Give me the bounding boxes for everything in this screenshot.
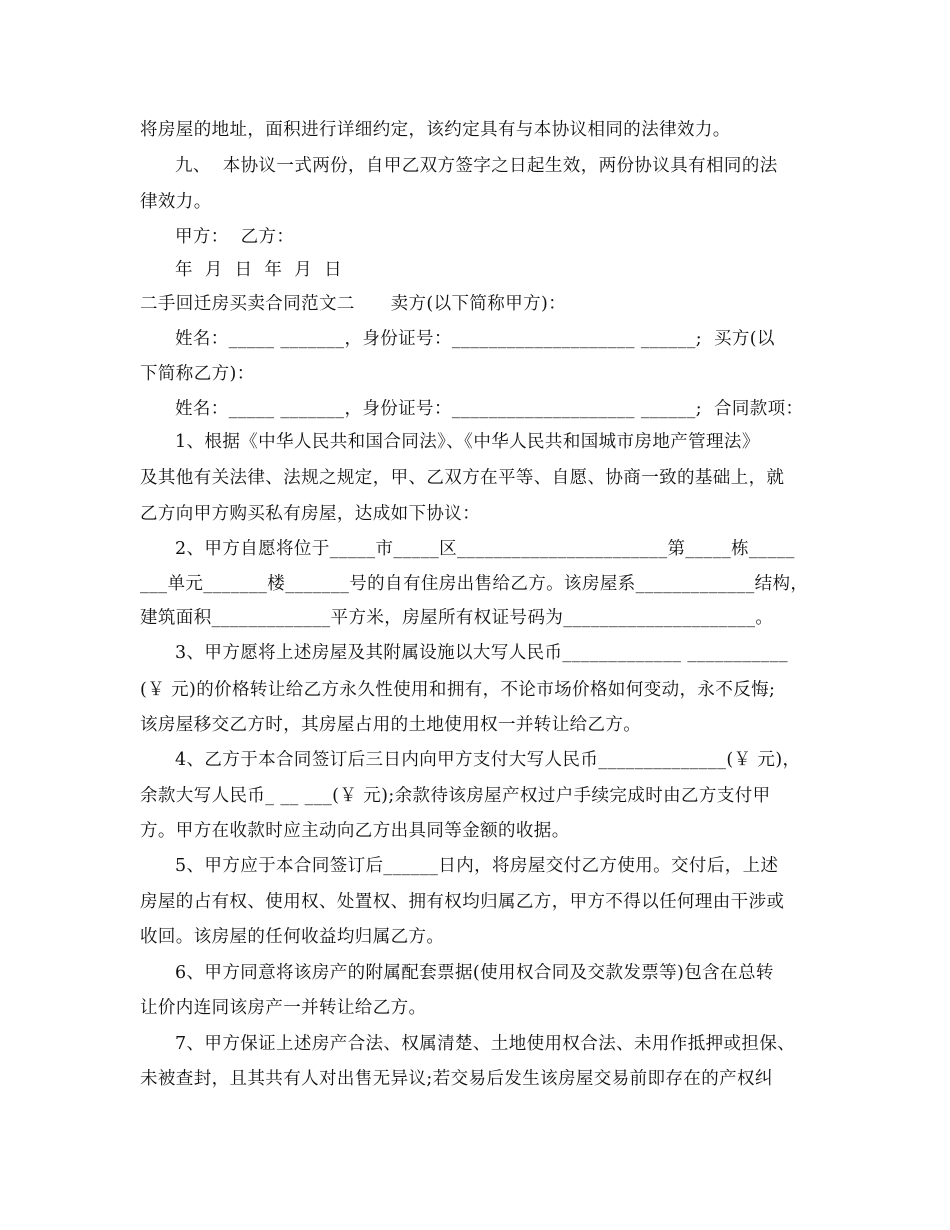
text-line: 6、甲方同意将该房产的附属配套票据(使用权合同及交款发票等)包含在总转: [175, 963, 774, 983]
text-line: 让价内连同该房产一并转让给乙方。: [140, 998, 427, 1018]
text-line: ___单元_______楼_______号的自有住房出售给乙方。该房屋系_____________结构，: [140, 574, 809, 594]
text-line: 3、甲方愿将上述房屋及其附属设施以大写人民币_____________ ___________: [175, 643, 788, 663]
text-line: 7、甲方保证上述房产合法、权属清楚、土地使用权合法、未用作抵押或担保、: [175, 1034, 796, 1054]
text-line: 余款大写人民币_ __ ___(￥ 元);余款待该房屋产权过户手续完成时由乙方支付甲: [140, 786, 771, 806]
text-line: 下简称乙方)：: [140, 364, 255, 384]
text-line: (￥ 元)的价格转让给乙方永久性使用和拥有，不论市场价格如何变动，永不反悔;: [140, 680, 776, 700]
text-line: 建筑面积_____________平方米，房屋所有权证号码为_____________________。: [140, 608, 774, 628]
text-line: 收回。该房屋的任何收益均归属乙方。: [140, 927, 445, 947]
text-line: 方。甲方在收款时应主动向乙方出具同等金额的收据。: [140, 821, 570, 841]
text-line: 姓名：_____ _______，身份证号：____________________ ______; 合同款项：: [175, 399, 804, 419]
text-line: 九、 本协议一式两份，自甲乙双方签字之日起生效，两份协议具有相同的法: [175, 156, 778, 176]
text-line: 姓名：_____ _______，身份证号：____________________ ______; 买方(以: [175, 329, 775, 349]
text-line: 2、甲方自愿将位于_____市_____区_______________________第_____栋_____: [175, 539, 795, 559]
text-line: 乙方向甲方购买私有房屋，达成如下协议：: [140, 504, 481, 524]
text-line: 1、根据《中华人民共和国合同法》、《中华人民共和国城市房地产管理法》: [175, 432, 760, 452]
text-line: 4、乙方于本合同签订后三日内向甲方支付大写人民币______________(￥ 元)，: [175, 750, 801, 770]
signature-dates: 年 月 日 年 月 日: [175, 260, 343, 280]
signature-labels: 甲方： 乙方：: [175, 227, 295, 247]
text-line: 5、甲方应于本合同签订后______日内，将房屋交付乙方使用。交付后，上述: [175, 856, 779, 876]
text-line: 律效力。: [140, 192, 212, 212]
text-line: 该房屋移交乙方时，其房屋占用的土地使用权一并转让给乙方。: [140, 715, 642, 735]
section-heading: 二手回迁房买卖合同范文二 卖方(以下简称甲方)：: [140, 294, 567, 314]
text-line: 房屋的占有权、使用权、处置权、拥有权均归属乙方，甲方不得以任何理由干涉或: [140, 892, 785, 912]
text-line: 未被查封，且其共有人对出售无异议;若交易后发生该房屋交易前即存在的产权纠: [140, 1069, 773, 1089]
text-line: 及其他有关法律、法规之规定，甲、乙双方在平等、自愿、协商一致的基础上，就: [140, 468, 785, 488]
text-line: 将房屋的地址，面积进行详细约定，该约定具有与本协议相同的法律效力。: [140, 120, 731, 140]
